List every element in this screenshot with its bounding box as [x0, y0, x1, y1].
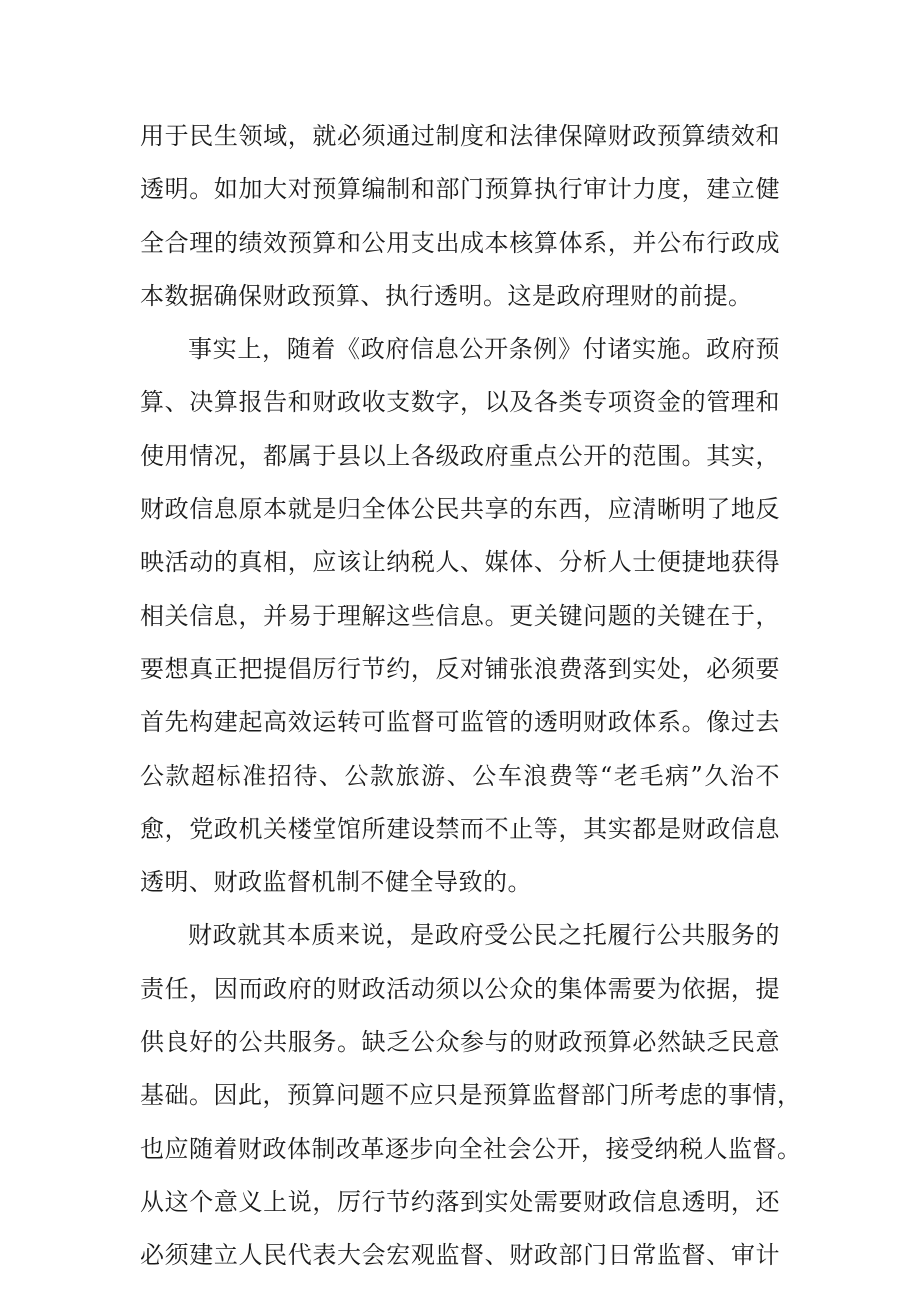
paragraph-2-line-6: 相关信息，并易于理解这些信息。更关键问题的关键在于， [140, 601, 780, 630]
paragraph-2-line-9: 公款超标准招待、公款旅游、公车浪费等“老毛病”久治不 [140, 761, 780, 790]
paragraph-3-line-1: 财政就其本质来说，是政府受公民之托履行公共服务的 [188, 921, 780, 950]
paragraph-2-line-1: 事实上，随着《政府信息公开条例》付诸实施。政府预 [188, 335, 780, 364]
paragraph-3-line-4: 基础。因此，预算问题不应只是预算监督部门所考虑的事情， [140, 1081, 802, 1110]
paragraph-3-line-6: 从这个意义上说，厉行节约落到实处需要财政信息透明，还 [140, 1187, 780, 1216]
paragraph-3-line-3: 供良好的公共服务。缺乏公众参与的财政预算必然缺乏民意 [140, 1028, 780, 1057]
paragraph-2-line-11: 透明、财政监督机制不健全导致的。 [140, 868, 532, 897]
paragraph-2-line-10: 愈，党政机关楼堂馆所建设禁而不止等，其实都是财政信息 [140, 814, 780, 843]
paragraph-2-line-7: 要想真正把提倡厉行节约，反对铺张浪费落到实处，必须要 [140, 654, 780, 683]
paragraph-2-line-2: 算、决算报告和财政收支数字，以及各类专项资金的管理和 [140, 388, 780, 417]
paragraph-1-line-2: 透明。如加大对预算编制和部门预算执行审计力度，建立健 [140, 175, 780, 204]
paragraph-3-line-2: 责任，因而政府的财政活动须以公众的集体需要为依据，提 [140, 974, 780, 1003]
paragraph-2-line-4: 财政信息原本就是归全体公民共享的东西，应清晰明了地反 [140, 495, 780, 524]
paragraph-1-line-4: 本数据确保财政预算、执行透明。这是政府理财的前提。 [140, 281, 753, 310]
paragraph-3-line-7: 必须建立人民代表大会宏观监督、财政部门日常监督、审计 [140, 1241, 780, 1270]
paragraph-2-line-5: 映活动的真相，应该让纳税人、媒体、分析人士便捷地获得 [140, 548, 780, 577]
paragraph-1-line-1: 用于民生领域，就必须通过制度和法律保障财政预算绩效和 [140, 122, 780, 150]
paragraph-2-line-3: 使用情况，都属于县以上各级政府重点公开的范围。其实， [140, 441, 780, 470]
paragraph-3-line-5: 也应随着财政体制改革逐步向全社会公开，接受纳税人监督。 [140, 1134, 802, 1163]
paragraph-1-line-3: 全合理的绩效预算和公用支出成本核算体系，并公布行政成 [140, 228, 780, 257]
document-body [140, 110, 802, 1283]
paragraph-2-line-8: 首先构建起高效运转可监督可监管的透明财政体系。像过去 [140, 708, 780, 737]
